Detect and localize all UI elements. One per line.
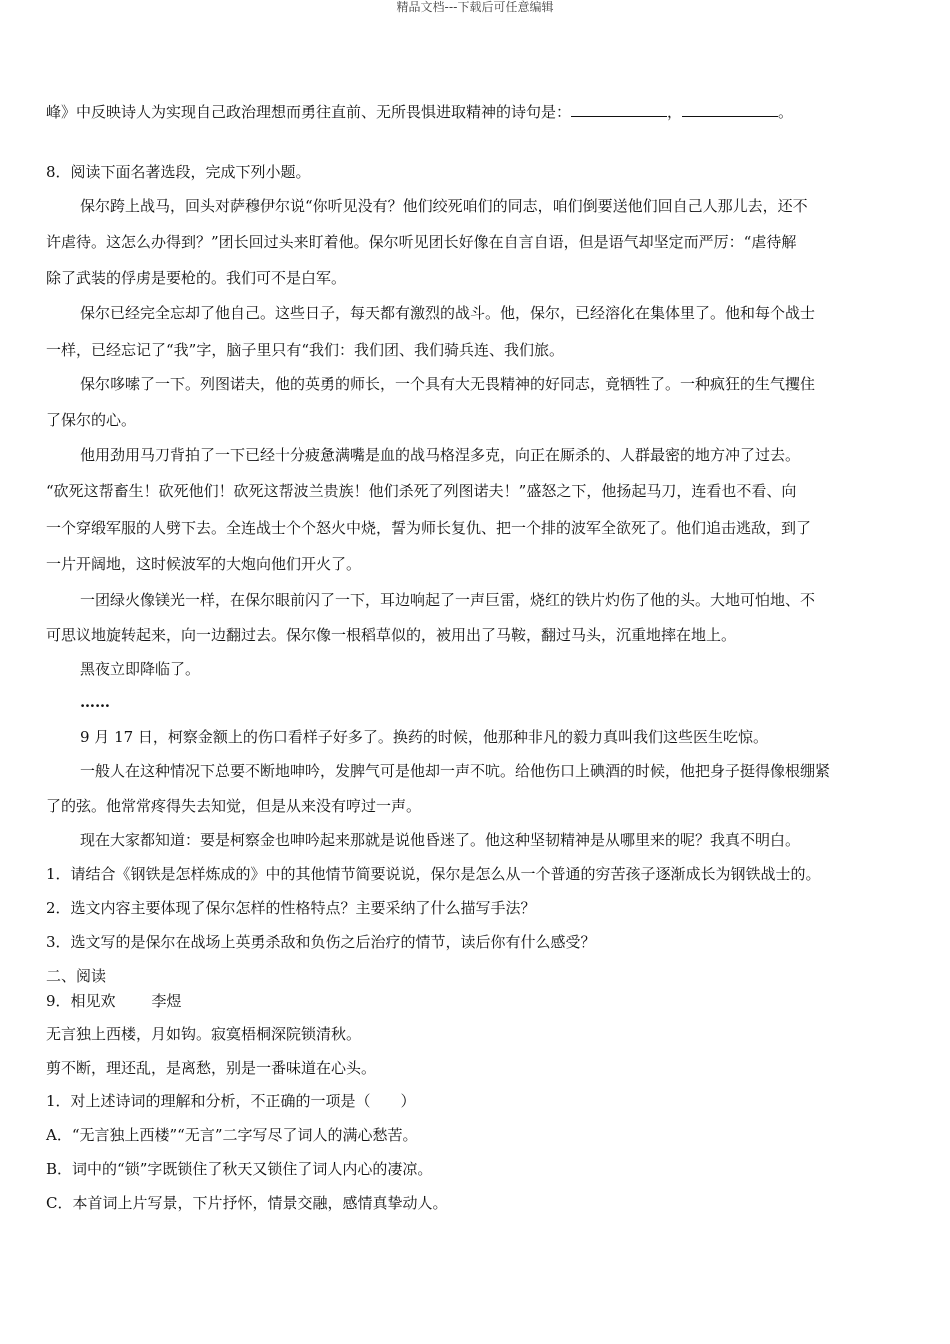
separator: ， xyxy=(667,103,683,121)
section-2-title: 二、阅读 xyxy=(46,967,107,985)
question-9-1: 1．对上述诗词的理解和分析，不正确的一项是（ ） xyxy=(46,1092,416,1110)
passage-line: 一样，已经忘记了“我”字，脑子里只有“我们：我们团、我们骑兵连、我们旅。 xyxy=(46,341,565,359)
passage-line: 一般人在这种情况下总要不断地呻吟，发脾气可是他却一声不吭。给他伤口上碘酒的时候，他把身子挺得像根绷紧 xyxy=(80,762,831,780)
poem-line: 剪不断，理还乱，是离愁，别是一番味道在心头。 xyxy=(46,1059,377,1077)
poem-author: 李煜 xyxy=(151,992,182,1010)
passage-line: 了的弦。他常常疼得失去知觉，但是从来没有哼过一声。 xyxy=(46,797,422,815)
question-7-text: 峰》中反映诗人为实现自己政治理想而勇往直前、无所畏惧进取精神的诗句是： xyxy=(46,103,572,121)
passage-line: 现在大家都知道：要是柯察金也呻吟起来那就是说他昏迷了。他这种坚韧精神是从哪里来的呢？我真不明白。 xyxy=(80,831,801,849)
question-9-heading xyxy=(46,991,906,1011)
passage-line: 9 月 17 日，柯察金额上的伤口看样子好多了。换药的时候，他那种非凡的毅力真叫我们这些医生吃惊。 xyxy=(80,728,768,746)
poem-line: 无言独上西楼，月如钩。寂寞梧桐深院锁清秋。 xyxy=(46,1025,362,1043)
passage-line: 保尔跨上战马，回头对萨穆伊尔说“你听见没有？他们绞死咱们的同志，咱们倒要送他们回自己人那儿去，还不 xyxy=(80,197,808,215)
question-8-title: 8．阅读下面名著选段，完成下列小题。 xyxy=(46,163,311,181)
passage-line: 可思议地旋转起来，向一边翻过去。保尔像一根稻草似的，被用出了马鞍，翻过马头，沉重地摔在地上。 xyxy=(46,626,737,644)
option-b: B．词中的“锁”字既锁住了秋天又锁住了词人内心的凄凉。 xyxy=(46,1160,433,1178)
passage-line: 除了武装的俘虏是要枪的。我们可不是白军。 xyxy=(46,269,347,287)
answer-blank-2[interactable] xyxy=(682,102,778,117)
passage-line: 一片开阔地，这时候波军的大炮向他们开火了。 xyxy=(46,555,362,573)
passage-line: 一个穿缎军服的人劈下去。全连战士个个怒火中烧，誓为师长复仇、把一个排的波军全欲死了。他们追击逃敌，到了 xyxy=(46,519,812,537)
passage-line: 保尔已经完全忘却了他自己。这些日子，每天都有激烈的战斗。他，保尔，已经溶化在集体里了。他和每个战士 xyxy=(80,304,816,322)
question-8-2: 2．选文内容主要体现了保尔怎样的性格特点？主要采纳了什么描写手法？ xyxy=(46,899,536,917)
passage-line: 了保尔的心。 xyxy=(46,411,137,429)
answer-blank-1[interactable] xyxy=(571,102,667,117)
passage-line: 他用劲用马刀背拍了一下已经十分疲惫满嘴是血的战马格涅多克，向正在厮杀的、人群最密的地方冲了过去。 xyxy=(80,446,801,464)
page-header: 精品文档---下载后可任意编辑 xyxy=(396,0,554,14)
passage-line: 黑夜立即降临了。 xyxy=(80,660,201,678)
passage-line: 保尔哆嗦了一下。列图诺夫，他的英勇的师长，一个具有大无畏精神的好同志，竟牺牲了。一种疯狂的生气攫住 xyxy=(80,375,816,393)
end-mark: 。 xyxy=(778,103,794,121)
question-8-3: 3．选文写的是保尔在战场上英勇杀敌和负伤之后治疗的情节，读后你有什么感受？ xyxy=(46,933,596,951)
passage-line: 一团绿火像镁光一样，在保尔眼前闪了一下，耳边响起了一声巨雷，烧红的铁片灼伤了他的头。大地可怕地、不 xyxy=(80,591,816,609)
ellipsis-line: …… xyxy=(80,693,110,711)
passage-line: “砍死这帮畜生！砍死他们！砍死这帮波兰贵族！他们杀死了列图诺夫！”盛怒之下，他扬起马刀，连看也不看、向 xyxy=(46,482,797,500)
option-a: A．“无言独上西楼”“无言”二字写尽了词人的满心愁苦。 xyxy=(46,1126,418,1144)
poem-title: 9．相见欢 xyxy=(46,992,116,1010)
passage-line: 许虐待。这怎么办得到？”团长回过头来盯着他。保尔听见团长好像在自言自语，但是语气却坚定而严厉：“虐待解 xyxy=(46,233,797,251)
question-8-1: 1．请结合《钢铁是怎样炼成的》中的其他情节简要说说，保尔是怎么从一个普通的穷苦孩子逐渐成长为钢铁战士的。 xyxy=(46,865,821,883)
option-c: C．本首词上片写景，下片抒怀，情景交融，感情真挚动人。 xyxy=(46,1194,448,1212)
question-7-fill-line xyxy=(46,102,906,122)
